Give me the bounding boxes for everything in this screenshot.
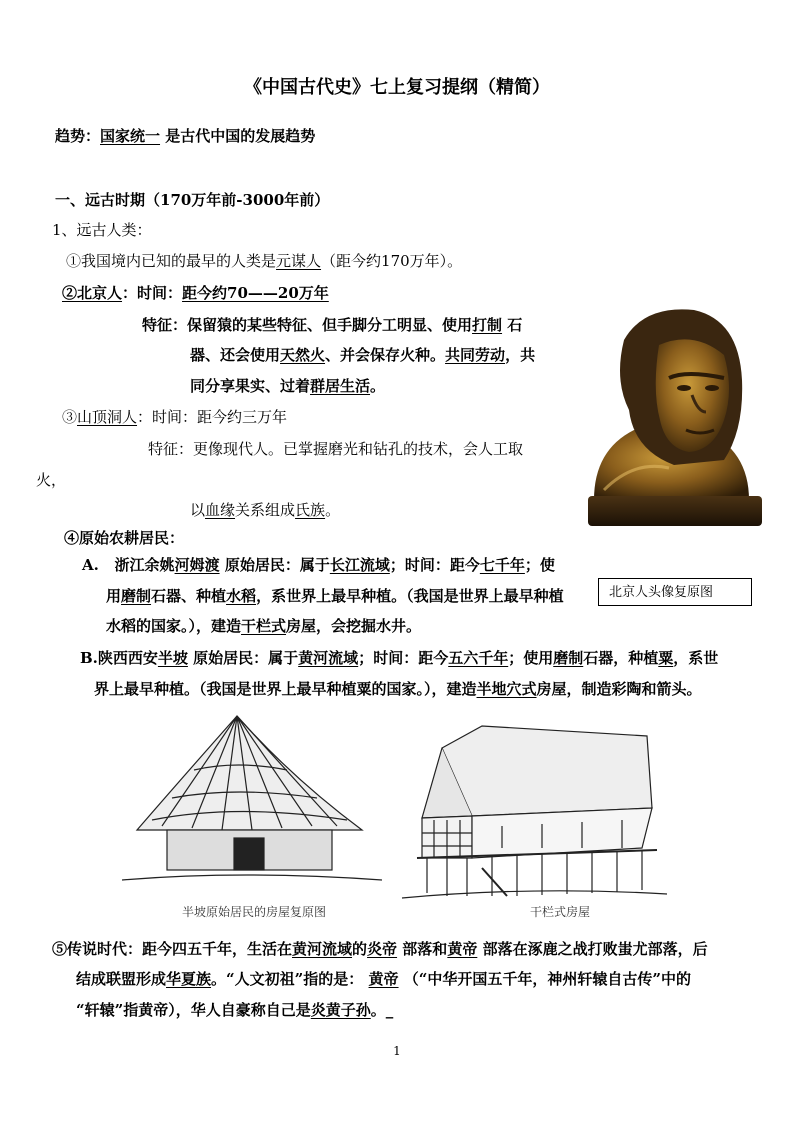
text: A. (82, 556, 99, 574)
beijing-feature-3 (190, 376, 385, 396)
text: ：时间：距今约三万年 (137, 408, 288, 426)
houses-illustration (122, 708, 672, 924)
term: 河姆渡 (174, 556, 220, 574)
text: ；时间：距今 (358, 649, 449, 667)
term: 距今约70——20万年 (182, 284, 329, 302)
beijing-feature-2 (190, 345, 535, 365)
legend-line-1 (52, 939, 708, 959)
banpo-hut-drawing (122, 716, 382, 880)
term: 水稻 (226, 587, 257, 605)
hemudu-line-2 (106, 586, 564, 606)
text: 石器、种植 (151, 587, 227, 605)
term: 七千年 (479, 556, 525, 574)
farming-heading: ④原始农耕居民： (64, 529, 185, 547)
text: ，系世 (673, 649, 719, 667)
text: 同分享果实、过着 (190, 377, 311, 395)
text: 界上最早种植。（我国是世界上最早种植粟的国家。），建造 (94, 680, 477, 698)
text: 房屋，会挖掘水井。 (286, 617, 422, 635)
term: 炎黄子孙 (310, 1001, 371, 1019)
text: 、并会保存火种。 (325, 346, 446, 364)
legend-line-2 (76, 969, 691, 989)
beijing-line (62, 283, 329, 303)
text: 水稻的国家。），建造 (106, 617, 242, 635)
term: 粟 (658, 649, 674, 667)
legend-line-3 (76, 1000, 393, 1020)
text: 原始居民：属于 (193, 649, 299, 667)
page-title: 《中国古代史》七上复习提纲（精简） (244, 77, 550, 98)
term: 黄河流域 (298, 649, 359, 667)
text: 结成联盟形成 (76, 970, 167, 988)
text: ⑤传说时代：距今四五千年，生活在 (52, 940, 293, 958)
text: 的 (352, 940, 368, 958)
term: 磨制 (553, 649, 584, 667)
text: 特征： (142, 316, 188, 334)
term: 元谋人 (276, 252, 322, 270)
trend-term: 国家统一 (100, 127, 161, 145)
text: 浙江余姚 (114, 556, 175, 574)
term: 黄河流域 (292, 940, 353, 958)
page-number: 1 (393, 1044, 401, 1058)
beijing-name: ②北京人 (62, 284, 123, 302)
shanding-feature-3 (190, 500, 340, 520)
term: 群居生活 (310, 377, 371, 395)
text: 原始居民：属于 (224, 556, 330, 574)
text: 器、还会使用 (190, 346, 281, 364)
banpo-caption: 半坡原始居民的房屋复原图 (182, 905, 327, 919)
text: “轩辕”指黄帝），华人自豪称自己是 (76, 1001, 311, 1019)
term: 炎帝 (367, 940, 398, 958)
text: 以 (190, 501, 206, 519)
trend-line (55, 126, 315, 146)
term: 黄帝 (368, 970, 399, 988)
term: 磨制 (121, 587, 152, 605)
text: ③ (62, 408, 78, 426)
term: 山顶洞人 (77, 408, 138, 426)
ganlan-caption: 干栏式房屋 (530, 905, 591, 919)
banpo-line-1 (80, 648, 718, 668)
text: ①我国境内已知的最早的人类是 (66, 252, 277, 270)
text: ，系世界上最早种植。（我国是世界上最早种植 (256, 587, 564, 605)
term: 干栏式 (241, 617, 287, 635)
shanding-line (62, 407, 287, 427)
term: 血缘 (205, 501, 236, 519)
text: ，共 (505, 346, 536, 364)
term: 半地穴式 (476, 680, 537, 698)
term: 长江流域 (329, 556, 390, 574)
text: 。 (370, 377, 386, 395)
text: ：时间： (122, 284, 183, 302)
shanding-feature-2: 火， (36, 471, 67, 489)
term: 半坡 (157, 649, 188, 667)
banpo-line-2 (94, 679, 702, 699)
trend-rest: 是古代中国的发展趋势 (165, 127, 316, 145)
hemudu-line-1 (82, 555, 555, 575)
text: 部落和 (402, 940, 448, 958)
text: 。 (325, 501, 341, 519)
text: 房屋，制造彩陶和箭头。 (536, 680, 702, 698)
ganlan-house-drawing (402, 726, 667, 898)
bust-caption: 北京人头像复原图 (598, 578, 752, 606)
term: 天然火 (280, 346, 326, 364)
shanding-feature-1: 特征：更像现代人。已掌握磨光和钻孔的技术，会人工取 (148, 440, 524, 458)
term: 共同劳动 (445, 346, 506, 364)
text: ；时间：距今 (389, 556, 480, 574)
text: 保留猿的某些特征、但手脚分工明显、使用 (187, 316, 473, 334)
section-heading: 一、远古时期（170万年前-3000年前） (55, 191, 330, 209)
term: 打制 (472, 316, 503, 334)
text: 关系组成 (235, 501, 296, 519)
term: 华夏族 (166, 970, 212, 988)
text: （距今约170万年）。 (321, 252, 463, 270)
term: 氏族 (295, 501, 326, 519)
text: ；使 (524, 556, 555, 574)
trend-label: 趋势： (55, 127, 101, 145)
text: B.陕西西安 (80, 649, 158, 667)
text: （“中华开国五千年，神州轩辕自古传”中的 (403, 970, 692, 988)
text: 。_ (370, 1001, 394, 1019)
hemudu-line-3 (106, 616, 421, 636)
sub-heading: 1、远古人类： (52, 221, 152, 239)
text: 石器，种植 (583, 649, 659, 667)
term: 黄帝 (447, 940, 478, 958)
peking-man-bust-image (574, 300, 764, 532)
beijing-feature-1 (142, 315, 522, 335)
text: ；使用 (508, 649, 554, 667)
term: 五六千年 (448, 649, 509, 667)
text: 部落在涿鹿之战打败蚩尤部落，后 (482, 940, 708, 958)
text: 石 (507, 316, 523, 334)
text: 用 (106, 587, 122, 605)
text: 。“人文初祖”指的是： (211, 970, 364, 988)
yuanmou-line (66, 251, 462, 271)
